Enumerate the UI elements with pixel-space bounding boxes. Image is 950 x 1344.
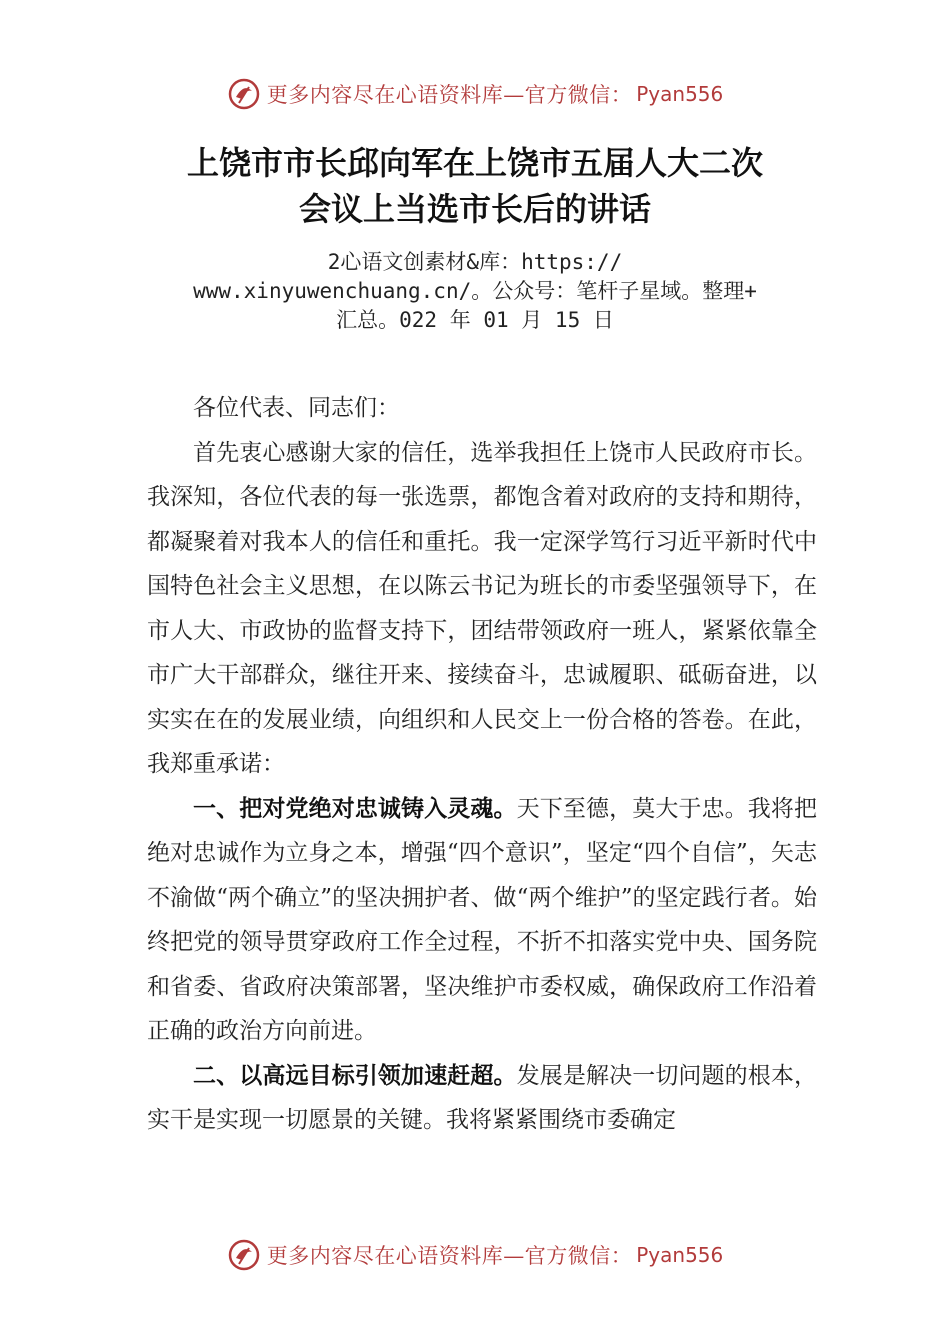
footer-banner — [0, 1233, 950, 1277]
paragraph-intro: 首先衷心感谢大家的信任，选举我担任上饶市人民政府市长。我深知，各位代表的每一张选票，都饱含着对政府的支持和期待，都凝聚着对我本人的信任和重托。我一定深学笃行习近平新时代中国特色社会主义思想，在以陈云书记为班长的市委坚强领导下，在市人大、市政协的监督支持下，团结带领政府一班人，紧紧依靠全市广大干部群众，继往开来、接续奋斗，忠诚履职、砥砺奋进，以实实在在的发展业绩，向组织和人民交上一份合格的答卷。在此，我郑重承诺： — [147, 439, 817, 777]
title-line-2: 会议上当选市长后的讲话 — [298, 190, 651, 228]
section-heading-1: 一、把对党绝对忠诚铸入灵魂。 — [193, 795, 517, 822]
banner-text: 更多内容尽在心语资料库—官方微信： — [266, 1244, 633, 1268]
source-line-1: 2心语文创素材&库：https:// — [327, 250, 623, 274]
logo-icon — [227, 77, 261, 111]
page-title — [0, 140, 950, 232]
banner-wechat-id: Pyan556 — [636, 1243, 724, 1267]
source-line-3: 汇总。022 年 01 月 15 日 — [336, 308, 614, 332]
section-heading-2: 二、以高远目标引领加速赶超。 — [193, 1062, 517, 1089]
paragraph-loyalty — [147, 787, 817, 1054]
logo-icon — [227, 1238, 261, 1272]
salutation: 各位代表、同志们： — [193, 395, 400, 421]
paragraph-goals — [147, 1054, 817, 1143]
banner-text: 更多内容尽在心语资料库—官方微信： — [266, 83, 633, 107]
title-line-1: 上饶市市长邱向军在上饶市五届人大二次 — [186, 144, 763, 182]
speech-body — [147, 386, 817, 1143]
header-banner — [0, 72, 950, 116]
section-text-1: 天下至德，莫大于忠。我将把绝对忠诚作为立身之本，增强“四个意识”，坚定“四个自信”，矢志不渝做“两个确立”的坚决拥护者、做“两个维护”的坚定践行者。始终把党的领导贯穿政府工作全过程，不折不扣落实党中央、国务院和省委、省政府决策部署，坚决维护市委权威，确保政府工作沿着正确的政治方向前进。 — [147, 795, 818, 1044]
source-line-2: www.xinyuwenchuang.cn/。公众号：笔杆子星域。整理+ — [193, 279, 757, 303]
banner-wechat-id: Pyan556 — [636, 82, 724, 106]
section-text-2: 发展是解决一切问题的根本，实干是实现一切愿景的关键。我将紧紧围绕市委确定 — [147, 1062, 818, 1133]
source-info — [100, 248, 850, 335]
